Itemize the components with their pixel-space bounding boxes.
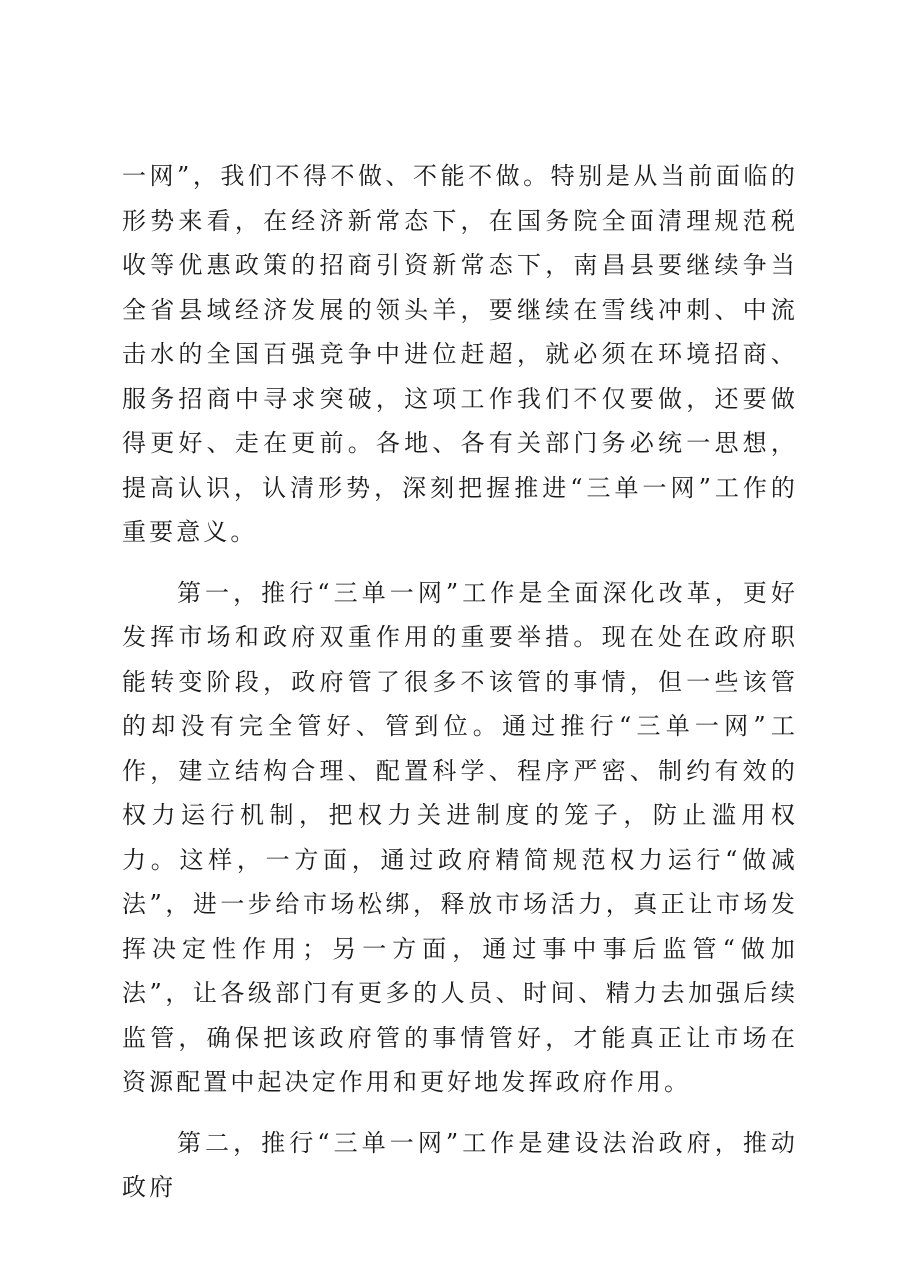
paragraph-gap [122,555,798,571]
paragraph-continuation: 一网”，我们不得不做、不能不做。特别是从当前面临的形势来看，在经济新常态下，在国务院全面清理规范税收等优惠政策的招商引资新常态下，南昌县要继续争当全省县域经济发展的领头羊，要继续在雪线冲刺、中流击水的全国百强竞争中进位赶超，就必须在环境招商、服务招商中寻求突破，这项工作我们不仅要做，还要做得更好、走在更前。各地、各有关部门务必统一思想，提高认识，认清形势，深刻把握推进“三单一网”工作的重要意义。 [122,162,798,546]
paragraph-gap [122,1105,798,1121]
document-body [122,154,798,1210]
paragraph-second-point: 第二，推行“三单一网”工作是建设法治政府，推动政府 [122,1128,798,1201]
paragraph-first-point: 第一，推行“三单一网”工作是全面深化改革，更好发挥市场和政府双重作用的重要举措。现在处在政府职能转变阶段，政府管了很多不该管的事情，但一些该管的却没有完全管好、管到位。通过推行“三单一网”工作，建立结构合理、配置科学、程序严密、制约有效的权力运行机制，把权力关进制度的笼子，防止滥用权力。这样，一方面，通过政府精简规范权力运行“做减法”，进一步给市场松绑，释放市场活力，真正让市场发挥决定性作用；另一方面，通过事中事后监管“做加法”，让各级部门有更多的人员、时间、精力去加强后续监管，确保把该政府管的事情管好，才能真正让市场在资源配置中起决定作用和更好地发挥政府作用。 [122,578,798,1096]
